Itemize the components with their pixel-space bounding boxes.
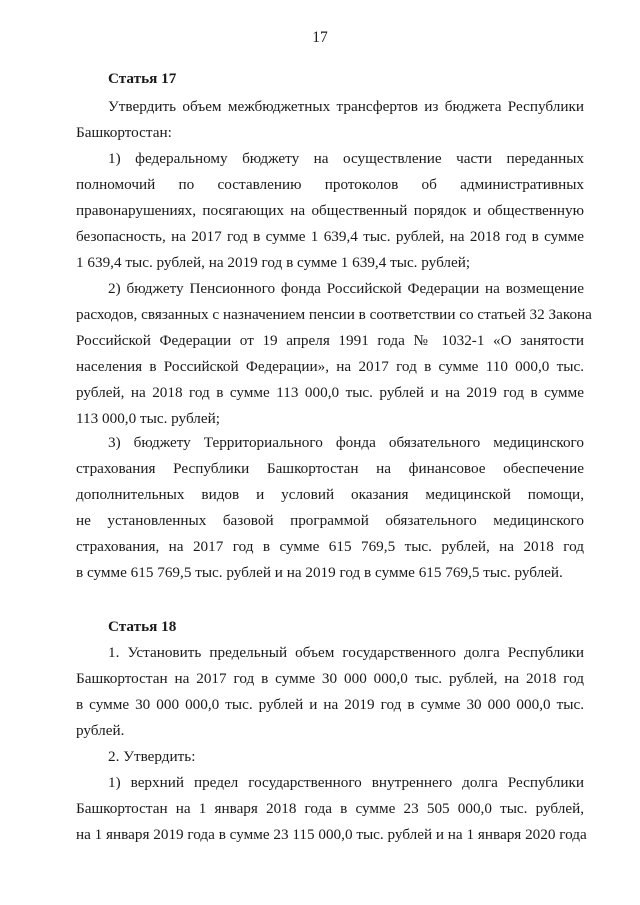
article-18-paragraph-1 — [76, 640, 584, 744]
text-line: страхования, на 2017 год в сумме 615 769,5 тыс. рублей, на 2018 год — [76, 538, 584, 555]
text-line: не установленных базовой программой обязательного медицинского — [76, 512, 584, 529]
text-line: полномочий по составлению протоколов об административных — [76, 176, 584, 193]
text-line: 113 000,0 тыс. рублей; — [76, 410, 220, 427]
article-17-item-2 — [76, 276, 592, 432]
text-line: 1) федеральному бюджету на осуществление части переданных — [108, 150, 584, 167]
text-line: правонарушениях, посягающих на общественный порядок и общественную — [76, 202, 584, 219]
text-line: 1. Установить предельный объем государственного долга Республики — [108, 644, 584, 661]
article-17-intro — [76, 94, 584, 146]
text-line: 1 639,4 тыс. рублей, на 2019 год в сумме 1 639,4 тыс. рублей; — [76, 254, 471, 271]
article-18 — [76, 614, 584, 642]
text-line: расходов, связанных с назначением пенсии в соответствии со статьей 32 Закона — [76, 306, 592, 323]
text-line: в сумме 615 769,5 тыс. рублей и на 2019 год в сумме 615 769,5 тыс. рублей. — [76, 564, 563, 581]
page-number: 17 — [312, 29, 328, 46]
text-line: Башкортостан на 2017 год в сумме 30 000 000,0 тыс. рублей, на 2018 год — [76, 670, 584, 687]
text-line: безопасность, на 2017 год в сумме 1 639,4 тыс. рублей, на 2018 год в сумме — [76, 228, 584, 245]
text-line: Российской Федерации от 19 апреля 1991 года № 1032-1 «О занятости — [76, 332, 584, 349]
text-line: 2. Утвердить: — [108, 748, 196, 765]
article-heading: Статья 17 — [108, 70, 177, 87]
text-line: Утвердить объем межбюджетных трансфертов из бюджета Республики — [108, 98, 584, 115]
article-18-paragraph-3 — [76, 770, 587, 848]
article-17 — [76, 66, 584, 146]
article-heading: Статья 18 — [108, 618, 177, 635]
article-18-paragraph-2 — [76, 744, 584, 770]
text-line: Башкортостан на 1 января 2018 года в сумме 23 505 000,0 тыс. рублей, — [76, 800, 584, 817]
text-line: рублей. — [76, 722, 125, 739]
text-line: населения в Российской Федерации», на 2017 год в сумме 110 000,0 тыс. — [76, 358, 584, 375]
text-line: в сумме 30 000 000,0 тыс. рублей и на 2019 год в сумме 30 000 000,0 тыс. — [76, 696, 584, 713]
article-17-item-1 — [76, 146, 584, 276]
text-line: на 1 января 2019 года в сумме 23 115 000,0 тыс. рублей и на 1 января 2020 года — [76, 826, 587, 843]
text-line: 3) бюджету Территориального фонда обязательного медицинского — [108, 434, 584, 451]
text-line: Башкортостан: — [76, 124, 172, 141]
text-line: 2) бюджету Пенсионного фонда Российской Федерации на возмещение — [108, 280, 584, 297]
article-17-item-3 — [76, 430, 584, 586]
text-line: страхования Республики Башкортостан на финансовое обеспечение — [76, 460, 584, 477]
text-line: 1) верхний предел государственного внутреннего долга Республики — [108, 774, 584, 791]
text-line: рублей, на 2018 год в сумме 113 000,0 тыс. рублей и на 2019 год в сумме — [76, 384, 584, 401]
text-line: дополнительных видов и условий оказания медицинской помощи, — [76, 486, 584, 503]
